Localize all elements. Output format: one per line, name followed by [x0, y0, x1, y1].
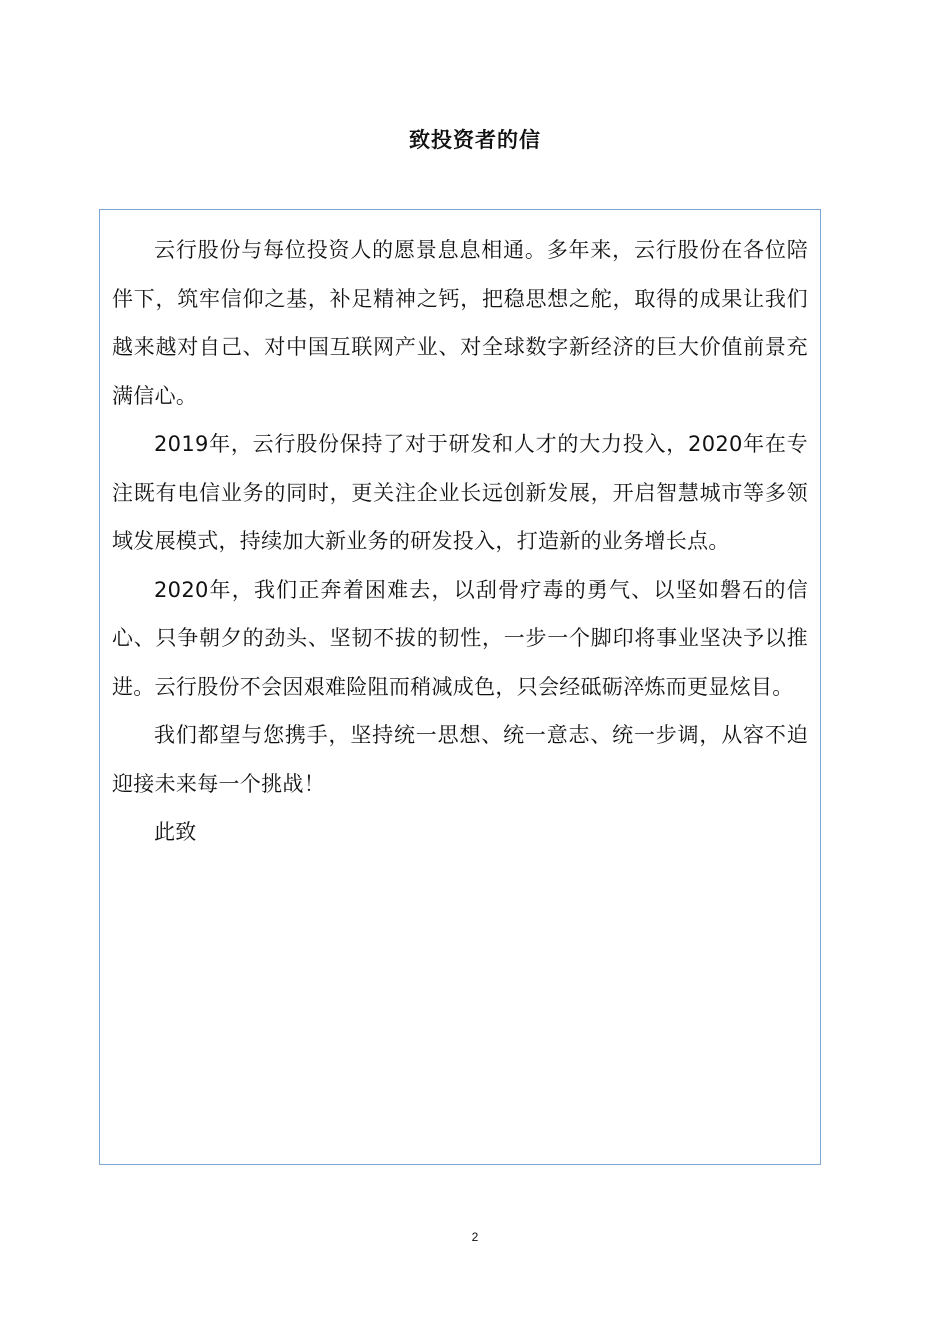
- paragraph-1: 云行股份与每位投资人的愿景息息相通。多年来，云行股份在各位陪伴下，筑牢信仰之基，补足精神之钙，把稳思想之舵，取得的成果让我们越来越对自己、对中国互联网产业、对全球数字新经济的巨大价值前景充满信心。: [112, 238, 808, 408]
- paragraph-2: 2019年，云行股份保持了对于研发和人才的大力投入，2020年在专注既有电信业务的同时，更关注企业长远创新发展，开启智慧城市等多领域发展模式，持续加大新业务的研发投入，打造新的业务增长点。: [112, 432, 808, 553]
- paragraph-3: 2020年，我们正奔着困难去，以刮骨疗毒的勇气、以坚如磐石的信心、只争朝夕的劲头、坚韧不拔的韧性，一步一个脚印将事业坚决予以推进。云行股份不会因艰难险阻而稍减成色，只会经砥砺淬炼而更显炫目。: [112, 577, 808, 699]
- paragraph-4: 我们都望与您携手，坚持统一思想、统一意志、统一步调，从容不迫迎接未来每一个挑战！: [112, 723, 808, 796]
- page-number: 2: [471, 1230, 479, 1244]
- letter-box: [99, 209, 821, 1165]
- page-title: 致投资者的信: [409, 128, 541, 152]
- closing-salutation: 此致: [154, 820, 197, 844]
